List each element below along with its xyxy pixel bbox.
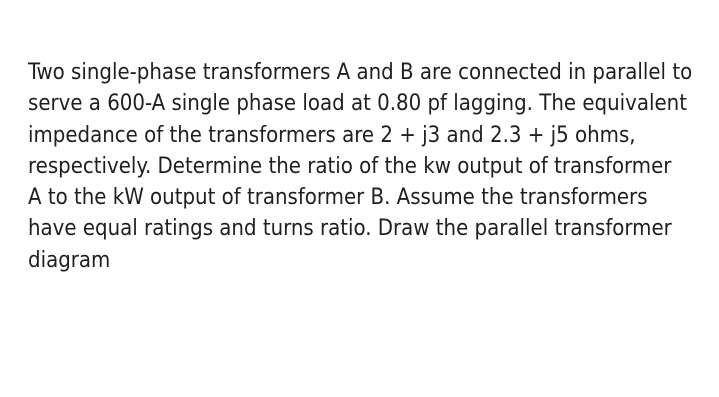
problem-line-1: Two single-phase transformers A and B are connected in parallel to xyxy=(28,60,693,85)
problem-line-3: impedance of the transformers are 2 + j3 and 2.3 + j5 ohms, xyxy=(28,122,636,148)
problem-line-6: have equal ratings and turns ratio. Draw the parallel transformer xyxy=(28,216,672,242)
problem-line-5: A to the kW output of transformer B. Assume the transformers xyxy=(28,185,648,211)
problem-line-4: respectively. Determine the ratio of the kw output of transformer xyxy=(28,153,672,179)
problem-line-7: diagram xyxy=(28,247,111,273)
problem-statement xyxy=(28,57,718,276)
problem-line-2: serve a 600-A single phase load at 0.80 pf lagging. The equivalent xyxy=(28,91,687,117)
